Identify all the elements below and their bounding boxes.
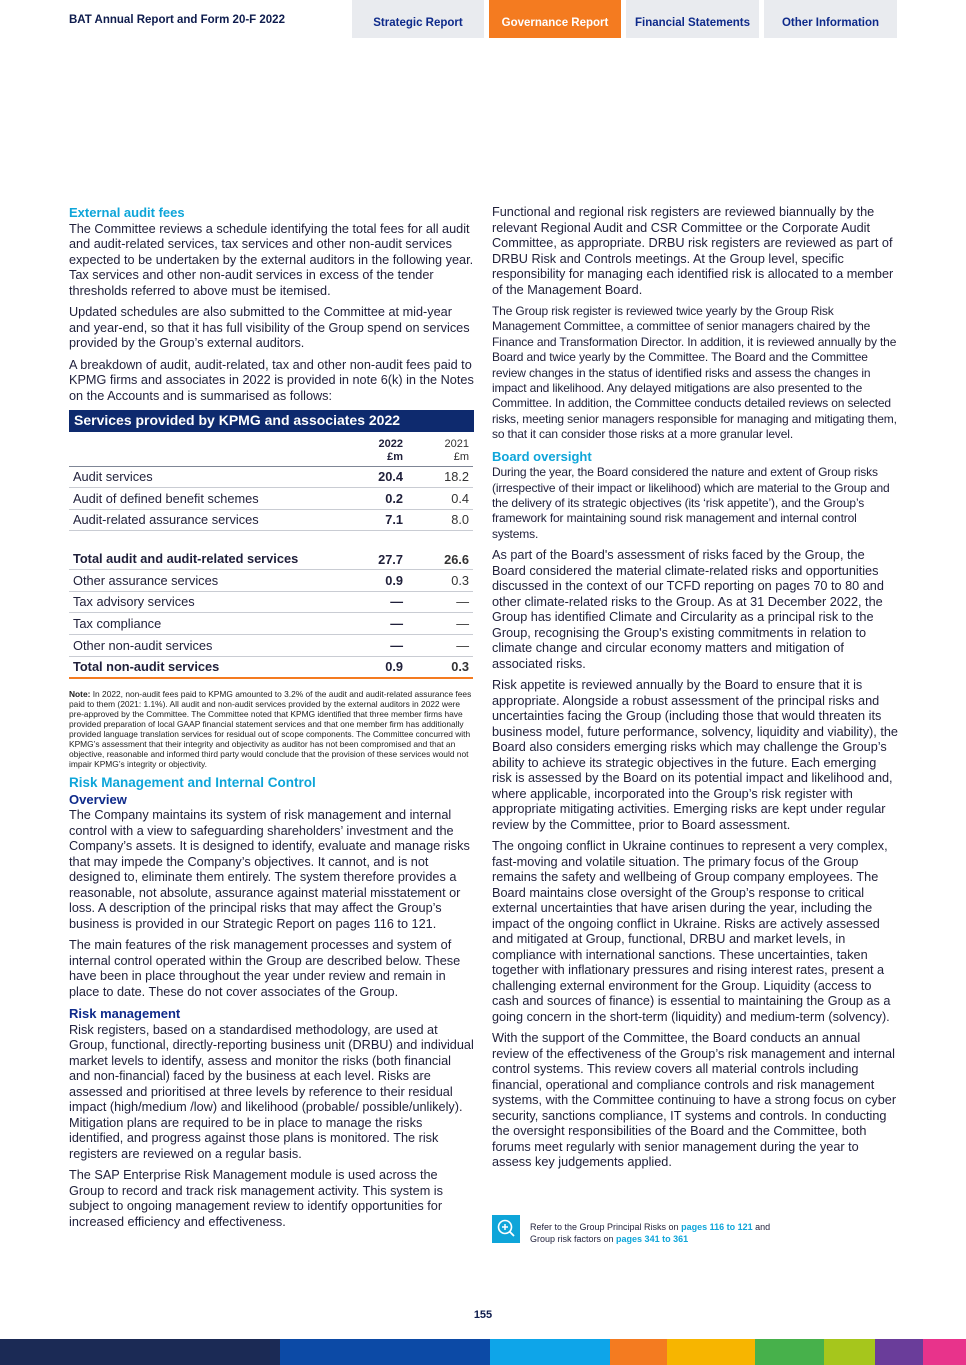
value-2021: — [407,591,473,613]
footer-bar-segment [280,1339,490,1365]
col-header-2021: 2021 [444,437,469,450]
table-row [69,509,473,531]
footer-bar-segment [667,1339,755,1365]
reference-text: Refer to the Group Principal Risks on pages 116 to 121 and Group risk factors on pages 341 to 361 [530,1222,771,1244]
page-number: 155 [473,1309,493,1321]
row-label: Audit-related assurance services [69,509,349,531]
heading-risk-management: Risk management [69,1006,181,1022]
row-label: Tax compliance [69,613,349,635]
row-label: Total non-audit services [69,656,349,678]
row-label: Total audit and audit-related services [69,531,349,570]
paragraph: Risk registers, based on a standardised methodology, are used at Group, functional, directly-reporting business unit (DRBU) and individual market levels to identify, assess and monitor the risks (both financial and non-financial) faced by the business at each level. Risks are assessed and prioritised at three levels by reference to their residual impact (high/medium /low) and likelihood (probable/ possible/unlikely). Mitigation plans are required to be in place to manage the risks identified, and progress against those plans is monitored. The risk registers are reviewed on a regular basis. [69,1022,474,1161]
footer-bar-segment [610,1339,667,1365]
paragraph: The Group risk register is reviewed twice yearly by the Group Risk Management Committee, a committee of senior managers chaired by the Finance and Transformation Director. In addition, it is reviewed annually by the Board and twice yearly by the Committee. The Board and the Committee review changes in the status of identified risks and assess the changes in impact and likelihood. Any delayed mitigations are also presented to the Committee. In addition, the Committee conducts detailed reviews on selected risks, meeting senior managers responsible for managing and mitigating them, so that it can consider those risks at a more granular level. [492,304,897,442]
row-label: Audit of defined benefit schemes [69,488,349,510]
zoom-in-icon[interactable] [492,1215,520,1243]
value-2021: — [407,613,473,635]
value-2022: 7.1 [349,509,407,531]
fees-table-title: Services provided by KPMG and associates 2022 [69,410,474,432]
heading-overview: Overview [69,791,127,807]
value-2022: — [349,591,407,613]
value-2021: 26.6 [407,531,473,570]
paragraph: With the support of the Committee, the Board conducts an annual review of the effectiveness of the Group’s risk management and internal control systems. This review covers all material controls including financial, operational and compliance controls and risk management systems, with the Committee continuing to have a strong focus on cyber security, sanctions compliance, IT systems and controls. In conducting the oversight responsibilities of the Board and the Committee, both forums meet regularly with senior management during the year to assess key judgements applied. [492,1031,897,1170]
tab-strategic-report[interactable]: Strategic Report [352,0,484,38]
row-label: Other non-audit services [69,635,349,657]
paragraph: The Committee reviews a schedule identifying the total fees for all audit and audit-related services, tax services and other non-audit services expected to be undertaken by the external auditors in the following year. Tax services and other non-audit services in excess of the tender thresholds referred to above must be itemised. [69,221,474,298]
value-2022: 0.9 [349,570,407,592]
table-row [69,488,473,510]
table-row [69,635,473,657]
value-2022: 27.7 [349,531,407,570]
tab-financial-statements[interactable]: Financial Statements [626,0,759,38]
value-2022: 20.4 [349,466,407,488]
fees-table [69,432,473,680]
value-2021: 0.3 [407,570,473,592]
value-2021: — [407,635,473,657]
value-2021: 0.4 [407,488,473,510]
value-2021: 18.2 [407,466,473,488]
link-pages-116-121[interactable]: pages 116 to 121 [681,1222,753,1232]
footer-bar-segment [755,1339,824,1365]
footer-bar-segment [490,1339,610,1365]
value-2021: 0.3 [407,656,473,678]
paragraph: As part of the Board's assessment of risks faced by the Group, the Board considered the material climate-related risks and opportunities discussed in the context of our TCFD reporting on pages 70 to 80 and other climate-related risks to the Group. As at 31 December 2022, the Group has identified Climate and Circularity as a principal risk to the Group, recognising the Group's existing commitments in relation to climate change and circular economy matters and mitigation of associated risks. [492,548,884,671]
paragraph: A breakdown of audit, audit-related, tax and other non-audit fees paid to KPMG firms and associates in 2022 is provided in note 6(k) in the Notes on the Accounts and is summarised as follows: [69,357,474,403]
table-row [69,613,473,635]
heading-board-oversight: Board oversight [492,448,592,464]
paragraph: During the year, the Board considered the nature and extent of Group risks (irrespective of their impact or likelihood) which are material to the Group and the delivery of its strategic objectives (its ‘risk appetite’), and the Group’s framework for maintaining sound risk management and internal control systems. [492,465,890,541]
footer-bar-segment [875,1339,923,1365]
link-pages-341-361[interactable]: pages 341 to 361 [616,1234,689,1244]
note-text: In 2022, non-audit fees paid to KPMG amounted to 3.2% of the audit and audit-related assurance fees paid to them (2021: 1.1%). All audit and non-audit services provided by the external auditors in 2022 were pre-approved by the Committee. The Committee noted that KPMG identified that three member firms have provided preparation of local GAAP financial statement services and that one member firm has additionally provided language translation services for residual out of scope components. The Committee concurred with KPMG’s assessment that their integrity and objectivity as auditor has not been compromised and that an objective, reasonable and informed third party would conclude that the provision of these services would not impair KPMG’s integrity or objectivity. [69,689,472,770]
paragraph: The SAP Enterprise Risk Management module is used across the Group to record and track risk management activity. This system is subject to ongoing management review to identify opportunities for increased efficiency and effectiveness. [69,1168,443,1229]
col-unit-2022: £m [387,450,403,463]
table-row-total [69,656,473,678]
right-column [492,205,899,1177]
table-note [69,689,474,769]
heading-external-audit-fees: External audit fees [69,205,185,220]
row-label: Tax advisory services [69,591,349,613]
value-2022: — [349,613,407,635]
tab-governance-report[interactable]: Governance Report [489,0,621,38]
left-column [69,205,474,1236]
paragraph: The main features of the risk management processes and system of internal control operated within the Group are described below. These have been in place throughout the year under review and remain in place to date. These do not cover associates of the Group. [69,938,461,999]
row-label: Audit services [69,466,349,488]
row-label: Other assurance services [69,570,349,592]
footer-bar-segment [824,1339,875,1365]
col-unit-2021: £m [453,450,469,463]
note-label: Note: [69,689,91,700]
paragraph: Risk appetite is reviewed annually by the Board to ensure that it is appropriate. Alongside a robust assessment of the principal risks and uncertainties facing the Group (including those that would threaten its business model, future performance, solvency, liquidity and viability), the Board also considers emerging risks which may challenge the Group’s ability to achieve its strategic objectives in the future. Each emerging risk is assessed by the Board on its potential impact and likelihood and, where applicable, incorporated into the Group’s risk register with appropriate mitigating activities. Emerging risks are kept under regular review by the Committee, prior to Board assessment. [492,678,898,832]
report-title: BAT Annual Report and Form 20-F 2022 [69,14,285,26]
tab-other-information[interactable]: Other Information [764,0,897,38]
heading-risk-management-internal-control: Risk Management and Internal Control [69,775,316,791]
table-row [69,466,473,488]
paragraph: Functional and regional risk registers are reviewed biannually by the relevant Regional Audit and CSR Committee or the Corporate Audit Committee, as appropriate. DRBU risk registers are reviewed as part of DRBU Risk and Controls meetings. At the Group level, specific responsibility for managing each identified risk is allocated to a member of the Management Board. [492,205,894,297]
table-row [69,591,473,613]
col-header-2022: 2022 [378,437,403,450]
value-2022: 0.9 [349,656,407,678]
footer-bar-segment [923,1339,966,1365]
value-2022: 0.2 [349,488,407,510]
paragraph: The ongoing conflict in Ukraine continues to represent a very complex, fast-moving and volatile situation. The primary focus of the Group remains the safety and wellbeing of Group company employees. The Board maintains close oversight of the Group’s response to critical external uncertainties that have arisen during the year, including the impact of the ongoing conflict in Ukraine. Risks are actively assessed and mitigated at Group, functional, DRBU and market levels, in compliance with international sanctions. These uncertainties, taken together with inflationary pressures and rising interest rates, present a challenging external environment for the Group. Liquidity (access to cash and sources of finance) is essential to maintaining the Group as a going concern in the short-term (liquidity) and medium-term (solvency). [492,839,891,1024]
paragraph: Updated schedules are also submitted to the Committee at mid-year and year-end, so that it has full visibility of the Group spend on services provided by the Group’s external auditors. [69,305,470,350]
value-2021: 8.0 [407,509,473,531]
footer-bar-segment [0,1339,280,1365]
value-2022: — [349,635,407,657]
paragraph: The Company maintains its system of risk management and internal control with a view to safeguarding shareholders’ investment and the Company’s assets. It is designed to identify, evaluate and manage risks that may impede the Company’s objectives. It cannot, and is not designed to, eliminate them entirely. The system therefore provides a reasonable, not absolute, assurance against material misstatement or loss. A description of the principal risks that may affect the Group’s business is provided in our Strategic Report on pages 116 to 121. [69,808,470,931]
table-row [69,570,473,592]
table-row-total [69,531,473,570]
table-header-row [69,432,473,467]
